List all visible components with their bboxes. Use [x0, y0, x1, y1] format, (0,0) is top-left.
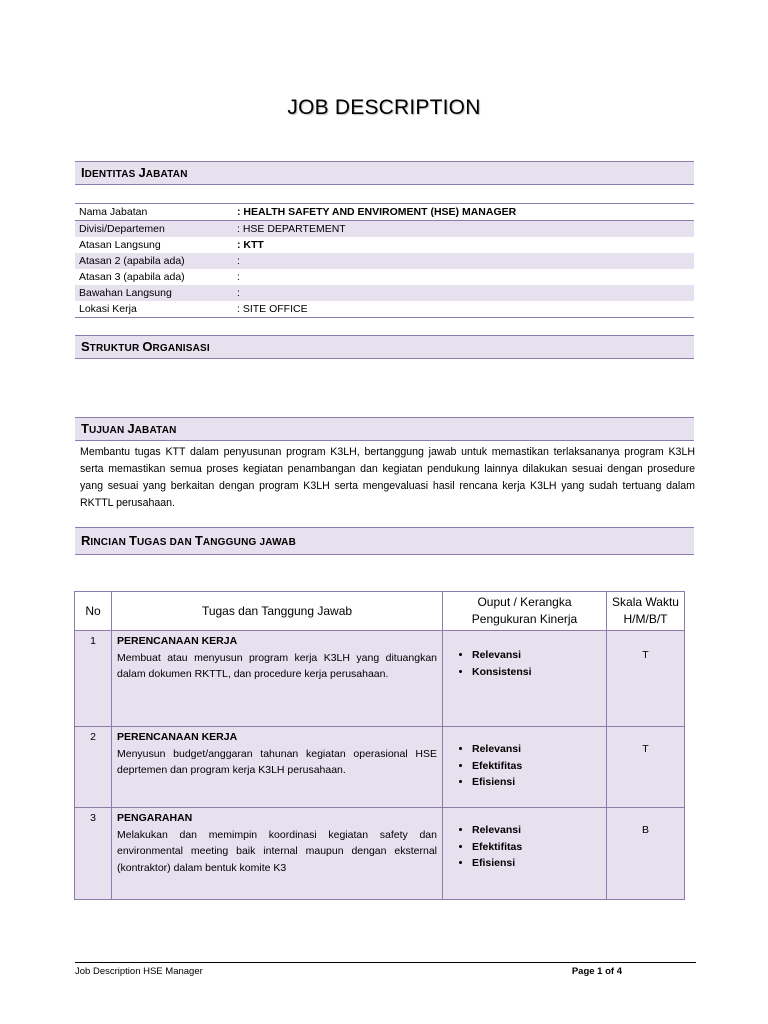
purpose-paragraph: Membantu tugas KTT dalam penyusunan program K3LH, bertanggung jawab untuk memastikan terlaksananya program K3LH serta memastikan semua proses kegiatan penambangan dan kegiatan pendukung lainnya dilakukan sesuai dengan prosedure yang sesuai yang berkaitan dengan program K3LH serta mengevaluasi hasil rencana kerja K3LH yang sudah tertuang dalam RKTTL perusahaan.	[80, 446, 695, 509]
table-row	[75, 727, 685, 808]
header-scale	[607, 592, 685, 631]
identity-label: Lokasi Kerja	[75, 301, 233, 318]
list-item: • Relevansi	[472, 741, 601, 758]
identity-row	[75, 253, 694, 269]
task-heading: PENGARAHAN	[117, 812, 193, 824]
identity-label: Atasan 2 (apabila ada)	[75, 253, 233, 269]
list-item: • Relevansi	[472, 822, 601, 839]
list-item: • Efisiensi	[472, 855, 601, 872]
row-scale: T	[607, 727, 685, 808]
tasks-table	[74, 591, 685, 900]
identity-label: Atasan Langsung	[79, 238, 161, 251]
identity-table	[75, 203, 694, 318]
header-task: Tugas dan Tanggung Jawab	[112, 592, 443, 631]
row-task	[112, 631, 443, 727]
header-output-line2: Pengukuran Kinerja	[471, 612, 578, 626]
list-item: • Efisiensi	[472, 774, 601, 791]
task-heading: PERENCANAAN KERJA	[117, 635, 238, 647]
list-item: • Efektifitas	[472, 839, 601, 856]
header-output	[443, 592, 607, 631]
task-description: Melakukan dan memimpin koordinasi kegiatan safety dan environmental meeting baik internal maupun dengan eksternal (kontraktor) dalam bentuk komite K3	[117, 828, 437, 874]
identity-value: : HEALTH SAFETY AND ENVIROMENT (HSE) MANAGER	[233, 204, 694, 221]
identity-value: :	[237, 270, 240, 283]
output-list	[448, 741, 601, 791]
page-number: Page 1 of 4	[571, 966, 622, 977]
output-list	[448, 822, 601, 872]
task-description: Membuat atau menyusun program kerja K3LH yang dituangkan dalam dokumen RKTTL, dan procedure kerja perusahaan.	[117, 651, 437, 680]
row-outputs	[443, 808, 607, 900]
list-item: • Konsistensi	[472, 664, 601, 681]
identity-value: : KTT	[237, 238, 264, 251]
row-outputs	[443, 727, 607, 808]
identity-row	[75, 301, 694, 318]
identity-label: Nama Jabatan	[75, 204, 233, 221]
header-output-line1: Ouput / Kerangka	[477, 595, 572, 609]
table-row	[75, 631, 685, 727]
page-footer	[75, 962, 696, 977]
list-item: • Efektifitas	[472, 758, 601, 775]
identity-row	[75, 285, 694, 301]
output-list	[448, 647, 601, 680]
document-title: JOB DESCRIPTION	[287, 96, 481, 119]
task-heading: PERENCANAAN KERJA	[117, 731, 238, 743]
identity-value: : SITE OFFICE	[233, 301, 694, 318]
section-identitas-jabatan: IDENTITAS JABATAN	[75, 161, 694, 185]
row-task	[112, 727, 443, 808]
header-scale-line1: Skala Waktu	[612, 595, 679, 609]
row-no: 2	[75, 727, 112, 808]
identity-label: Atasan 3 (apabila ada)	[79, 270, 185, 283]
table-row	[75, 808, 685, 900]
row-outputs	[443, 631, 607, 727]
row-no: 1	[75, 631, 112, 727]
identity-value: : HSE DEPARTEMENT	[233, 221, 694, 238]
identity-value: :	[233, 285, 694, 301]
identity-row	[75, 221, 694, 238]
section-rincian-tugas: RINCIAN TUGAS DAN TANGGUNG JAWAB	[75, 527, 694, 555]
identity-label: Bawahan Langsung	[75, 285, 233, 301]
identity-row	[75, 204, 694, 221]
tasks-header-row	[75, 592, 685, 631]
identity-row	[75, 269, 694, 285]
section-struktur-organisasi: STRUKTUR ORGANISASI	[75, 335, 694, 359]
list-item: • Relevansi	[472, 647, 601, 664]
row-no: 3	[75, 808, 112, 900]
row-scale: T	[607, 631, 685, 727]
header-no: No	[75, 592, 112, 631]
section-tujuan-jabatan: TUJUAN JABATAN	[75, 417, 694, 441]
footer-title: Job Description HSE Manager	[75, 966, 203, 977]
row-task	[112, 808, 443, 900]
row-scale: B	[607, 808, 685, 900]
identity-row	[75, 237, 694, 253]
identity-value: :	[233, 253, 694, 269]
task-description: Menyusun budget/anggaran tahunan kegiatan operasional HSE deprtemen dan program kerja K3LH perusahaan.	[117, 747, 437, 776]
identity-label: Divisi/Departemen	[75, 221, 233, 238]
header-scale-line2: H/M/B/T	[623, 612, 668, 626]
